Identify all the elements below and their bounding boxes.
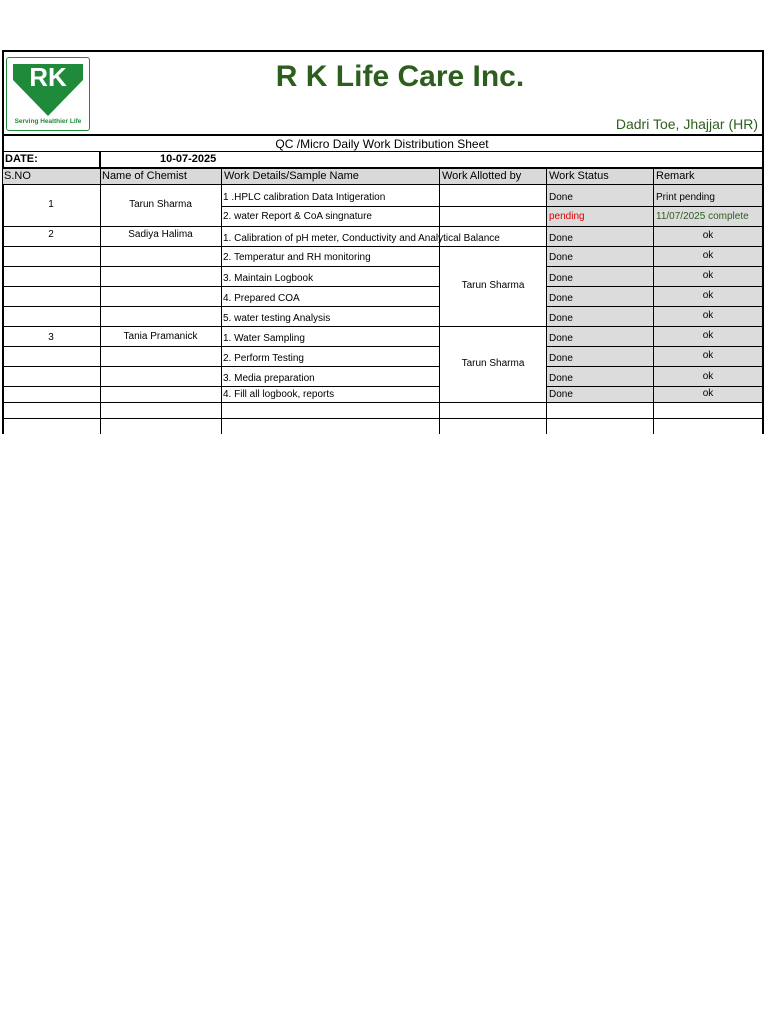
remark-row-2: 11/07/2025 complete [656,211,749,222]
left-border [2,50,4,434]
status-row-4: Done [549,252,573,263]
company-logo [6,57,90,131]
status-row-11: Done [549,389,573,400]
rule [2,418,764,419]
sheet-title: QC /Micro Daily Work Distribution Sheet [275,137,489,151]
rule [546,366,763,367]
header-divider [2,134,764,136]
status-row-5: Done [549,273,573,284]
rule [2,286,440,287]
status-row-2: pending [549,211,585,222]
remark-row-4: ok [702,250,714,261]
rule [546,306,763,307]
work-row-6: 4. Prepared COA [223,293,300,304]
remark-row-1: Print pending [656,192,715,203]
work-row-8: 1. Water Sampling [223,333,305,344]
rule [2,386,440,387]
date-label: DATE: [5,153,38,165]
logo-tagline: Serving Healthier Life [14,118,82,125]
col-remark: Remark [656,170,695,182]
date-value: 10-07-2025 [160,153,217,165]
col-sno: S.NO [4,170,31,182]
status-row-7: Done [549,313,573,324]
rule [546,346,763,347]
rule [99,151,101,168]
rule [221,168,222,434]
col-chemist: Name of Chemist [102,170,187,182]
status-row-1: Done [549,192,573,203]
rule [2,326,764,327]
chemist-1: Tarun Sharma [129,199,192,210]
col-allotted-by: Work Allotted by [442,170,522,182]
work-row-1: 1 .HPLC calibration Data Intigeration [223,192,386,203]
status-row-3: Done [549,233,573,244]
rule [546,386,763,387]
rule [2,306,440,307]
col-status: Work Status [549,170,609,182]
top-border [2,50,764,52]
sno-1: 1 [48,199,54,210]
remark-row-3: ok [702,230,714,241]
rule [221,206,763,207]
col-work-details: Work Details/Sample Name [224,170,359,182]
remark-row-6: ok [702,290,714,301]
remark-row-9: ok [702,350,714,361]
rule [2,366,440,367]
remark-row-11: ok [702,388,714,399]
rule [439,168,440,434]
remark-row-7: ok [702,310,714,321]
work-row-7: 5. water testing Analysis [223,313,331,324]
work-row-2: 2. water Report & CoA singnature [223,211,372,222]
status-row-6: Done [549,293,573,304]
status-row-8: Done [549,333,573,344]
rule [2,151,764,152]
allotted-group-3: Tarun Sharma [461,358,525,369]
rule [2,346,440,347]
work-row-11: 4. Fill all logbook, reports [223,389,335,400]
rule [546,168,547,434]
rule [2,246,764,247]
rule [2,226,764,227]
rule [2,402,764,403]
sno-2: 2 [48,229,54,240]
work-row-10: 3. Media preparation [223,373,315,384]
company-name: R K Life Care Inc. [275,60,525,93]
status-row-10: Done [549,373,573,384]
rule [546,286,763,287]
remark-row-8: ok [702,330,714,341]
logo-text: RK [29,62,67,92]
allotted-group-2: Tarun Sharma [461,280,525,291]
sno-3: 3 [48,332,54,343]
remark-row-10: ok [702,371,714,382]
work-row-3: 1. Calibration of pH meter, Conductivity and Analytical Balance [223,233,500,244]
chemist-3: Tania Pramanick [123,331,198,342]
company-location: Dadri Toe, Jhajjar (HR) [615,116,758,132]
rule [2,266,440,267]
rule [546,266,763,267]
right-border [762,50,764,434]
work-row-9: 2. Perform Testing [223,353,304,364]
remark-row-5: ok [702,270,714,281]
work-row-5: 3. Maintain Logbook [223,273,314,284]
status-row-9: Done [549,353,573,364]
chemist-2: Sadiya Halima [128,229,193,240]
work-row-4: 2. Temperatur and RH monitoring [223,252,371,263]
